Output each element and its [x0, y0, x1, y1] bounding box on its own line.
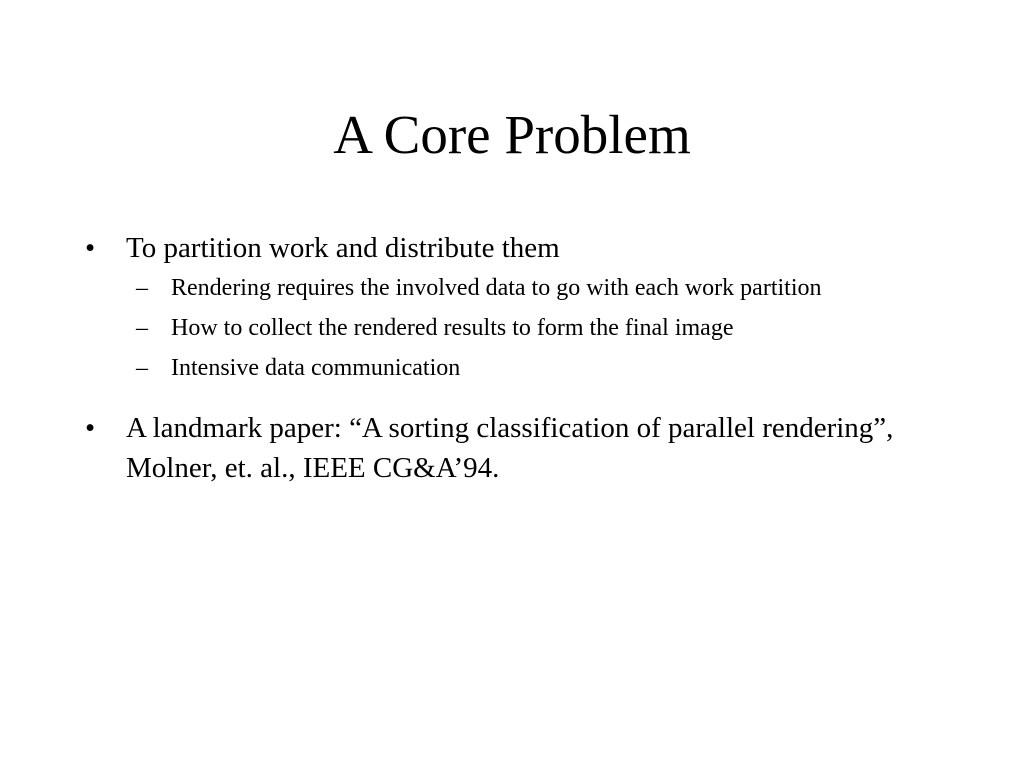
sub-bullet-marker: – — [136, 275, 148, 301]
sub-bullet-text: How to collect the rendered results to form the final image — [171, 315, 734, 341]
bullet-marker: • — [85, 412, 96, 444]
bullet-item — [80, 228, 960, 384]
bullet-item — [80, 408, 960, 488]
sub-bullet-text: Rendering requires the involved data to go with each work partition — [171, 275, 822, 301]
slide-body — [80, 228, 960, 488]
sub-bullet-item — [126, 312, 960, 344]
slide-title: A Core Problem — [333, 104, 691, 165]
bullet-marker: • — [85, 232, 96, 264]
bullet-text: A landmark paper: “A sorting classification of parallel rendering”, Molner, et. al., IEEE CG&A’94. — [126, 412, 894, 484]
sub-bullet-marker: – — [136, 355, 148, 381]
sub-bullet-list — [126, 272, 960, 384]
bullet-text: To partition work and distribute them — [126, 232, 560, 264]
sub-bullet-item — [126, 352, 960, 384]
sub-bullet-text: Intensive data communication — [171, 355, 461, 381]
sub-bullet-item — [126, 272, 960, 304]
sub-bullet-marker: – — [136, 315, 148, 341]
